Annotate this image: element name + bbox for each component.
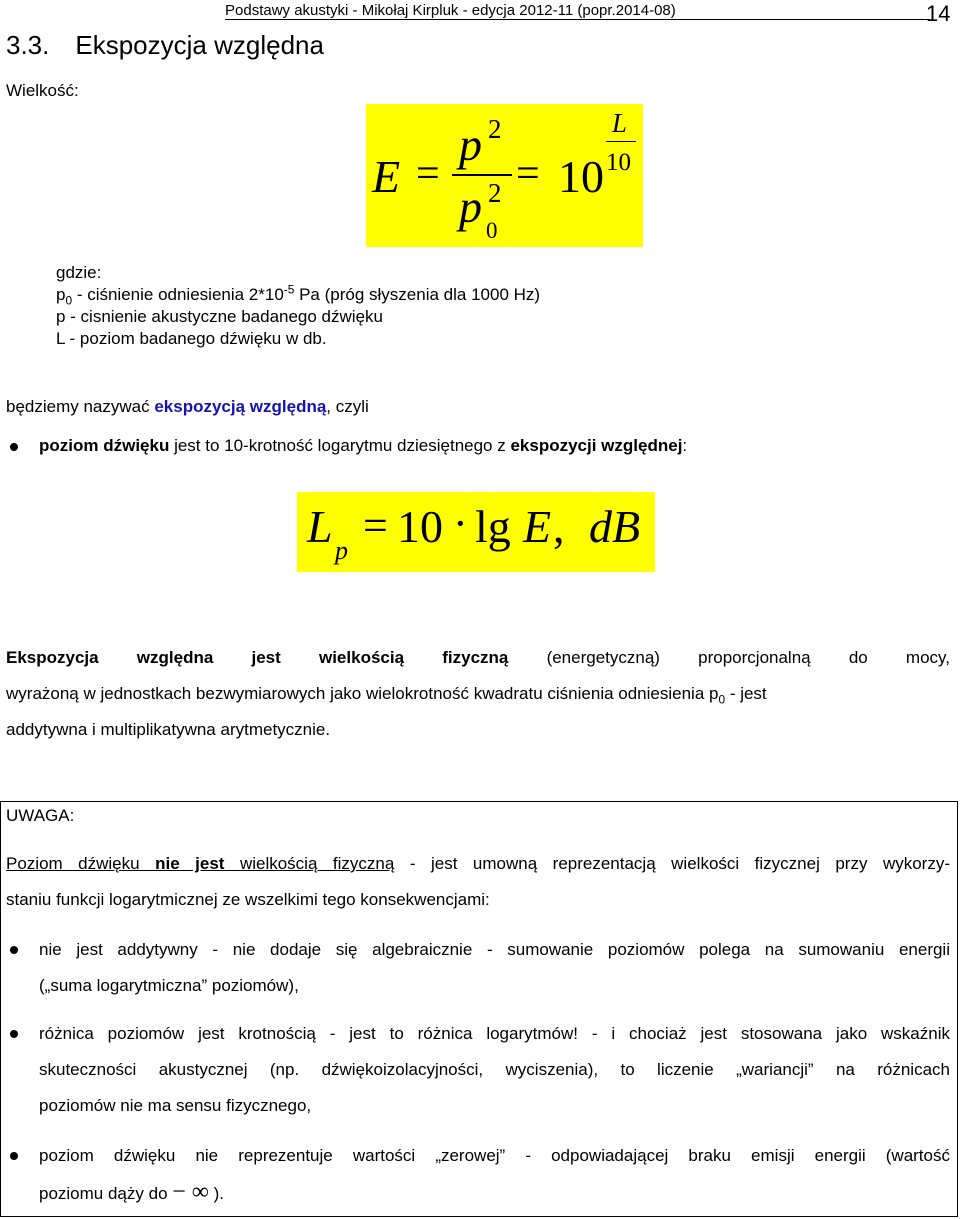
formula-level [297, 492, 655, 572]
formula2-comma: , [553, 501, 565, 552]
page-number: 14 [926, 1, 951, 26]
definition-paragraph: Ekspozycja względna jest wielkością fizyczną (energetyczną) proporcjonalną do mocy, wyrażoną w jednostkach bezwymiarowych jako wielokrotność kwadratu ciśnienia odniesienia $p_0$ - jest addytywna i multiplikatywna arytmetycznie. [6, 648, 950, 739]
bullet-dot [10, 1152, 18, 1160]
formula-L: L [612, 108, 628, 138]
warning-intro: Poziom dźwięku nie jest wielkością fizyczną - jest umowną reprezentacją wielkości fizycznej przy wykorzy- staniu funkcji logarytmicznej ze wszelkimi tego konsekwencjami: [6, 854, 950, 909]
formula-p: p [459, 119, 482, 170]
bullet-dot [10, 443, 18, 451]
formula-p0-subscript: 0 [486, 218, 498, 243]
level-definition: poziom dźwięku jest to 10-krotność logarytmu dziesiętnego z ekspozycji względnej: [39, 436, 688, 455]
formula-ten: 10 [558, 151, 604, 202]
bullet-dot [10, 1030, 18, 1038]
running-header: Podstawy akustyki - Mikołaj Kirpluk - edycja 2012-11 (popr.2014-08) [225, 2, 676, 19]
note-bullet-difference: różnica poziomów jest krotnością - jest to różnica logarytmów! - i chociaż jest stosowana jako wskaźnik skuteczności akustycznej (np. dźwiękoizolacyjności, wyciszenia), to liczenie „wariancji” na różnicach poziomów nie ma sensu fizycznego, [39, 1024, 950, 1115]
formula2-ten: 10 [397, 501, 443, 552]
fraction-bar [452, 174, 512, 176]
formula-equals: = [416, 151, 440, 197]
formula-exposure [366, 104, 643, 247]
formula2-E: E [523, 501, 552, 552]
minus-infinity-symbol: − ∞ [172, 1179, 209, 1205]
bullet-dot [10, 946, 18, 954]
section-title [6, 30, 324, 61]
formula-p0: p [459, 181, 482, 232]
formula-equals-2: = [516, 151, 540, 197]
section-number: 3.3. [6, 30, 50, 60]
def-p0: $p_0$ - ciśnienie odniesienia $2*10^{-5}$ Pa (próg słyszenia dla 1000 Hz) [56, 282, 541, 308]
quantity-label: Wielkość: [6, 81, 79, 100]
formula2-L: L [307, 501, 333, 552]
formula-p0-exponent: 2 [488, 178, 502, 208]
note-bullet-zero: poziom dźwięku nie reprezentuje wartości „zerowej” - odpowiadającej braku emisji energii (wartość poziomu dąży do − ∞ ). [39, 1146, 950, 1205]
naming-sentence: będziemy nazywać ekspozycją względną, czyli [6, 397, 369, 416]
formula2-db: dB [589, 501, 641, 552]
formula-E: E [372, 151, 401, 202]
warning-label: UWAGA: [6, 806, 75, 825]
section-title-text: Ekspozycja względna [75, 30, 324, 60]
def-p: p - cisnienie akustyczne badanego dźwięku [56, 307, 383, 326]
note-bullet-additivity: nie jest addytywny - nie dodaje się algebraicznie - sumowanie poziomów polega na sumowaniu energii („suma logarytmiczna” poziomów), [39, 940, 950, 995]
exponent-fraction-bar [606, 141, 636, 142]
formula-ten-small: 10 [606, 149, 631, 176]
formula-p-exponent: 2 [488, 114, 502, 144]
formula2-equals: = [363, 501, 388, 550]
term-relative-exposure: ekspozycją względną [154, 397, 327, 416]
formula2-p-subscript: p [335, 536, 348, 565]
symbol-definitions [56, 262, 540, 350]
header-rule [225, 19, 930, 20]
formula2-lg: lg [475, 501, 511, 552]
where-label: gdzie: [56, 263, 102, 282]
def-L: L - poziom badanego dźwięku w db. [56, 329, 327, 348]
formula2-dot: · [453, 499, 468, 548]
